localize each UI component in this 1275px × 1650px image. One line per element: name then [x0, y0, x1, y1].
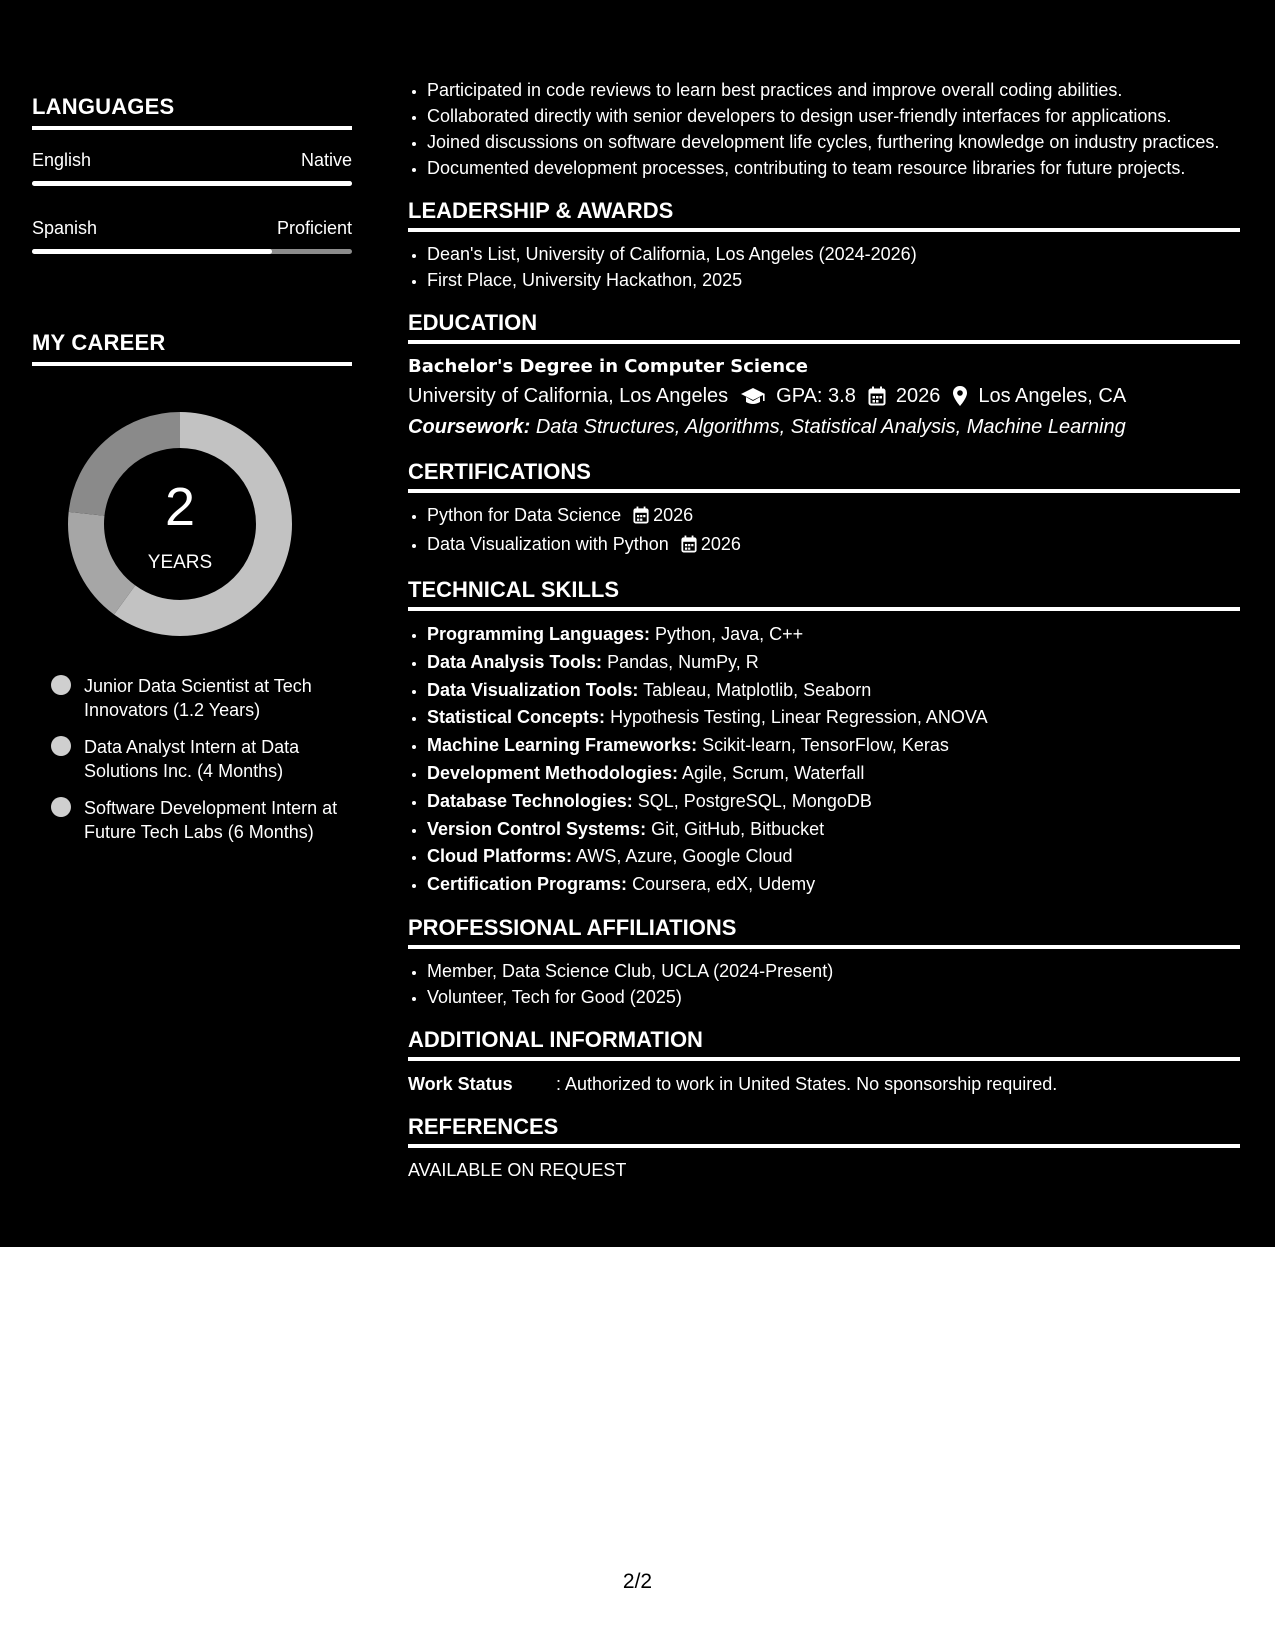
list-item: • Documented development processes, contributing to team resource libraries for future projects.	[427, 156, 1240, 181]
skill-label: Statistical Concepts:	[427, 707, 606, 728]
career-years-label: YEARS	[147, 552, 213, 573]
skills-section	[408, 577, 1240, 898]
skill-item	[427, 871, 1240, 898]
list-item: • Member, Data Science Club, UCLA (2024-Present)	[427, 959, 1240, 984]
list-item: • Collaborated directly with senior developers to design user-friendly interfaces for applications.	[427, 104, 1240, 129]
skill-value: Scikit-learn, TensorFlow, Keras	[702, 735, 949, 756]
bullet-dot-icon	[51, 675, 71, 695]
experience-bullets	[408, 78, 1240, 181]
skill-value: Git, GitHub, Bitbucket	[651, 818, 825, 839]
language-proficiency-fill	[32, 249, 272, 254]
list-item	[427, 503, 1240, 531]
skill-item	[427, 677, 1240, 704]
career-item	[51, 735, 341, 783]
career-total-years: 2	[164, 477, 196, 537]
section-heading: TECHNICAL SKILLS	[408, 577, 1240, 611]
language-level: Proficient	[276, 218, 352, 238]
certifications-section	[408, 459, 1240, 560]
education-section	[408, 310, 1240, 442]
location-pin-icon	[952, 385, 968, 407]
skill-value: Hypothesis Testing, Linear Regression, ANOVA	[610, 707, 988, 728]
section-heading: REFERENCES	[408, 1114, 1240, 1148]
section-heading: LEADERSHIP & AWARDS	[408, 198, 1240, 232]
skill-item	[427, 843, 1240, 870]
list-item	[427, 532, 1240, 560]
skill-value: AWS, Azure, Google Cloud	[576, 846, 793, 867]
skill-label: Database Technologies:	[427, 790, 633, 811]
skill-label: Data Analysis Tools:	[427, 651, 603, 672]
skill-label: Cloud Platforms:	[427, 846, 573, 867]
list-item: • Volunteer, Tech for Good (2025)	[427, 985, 1240, 1010]
language-item	[32, 218, 352, 254]
skill-value: SQL, PostgreSQL, MongoDB	[637, 790, 872, 811]
skill-value: Tableau, Matplotlib, Seaborn	[643, 679, 872, 700]
education-details	[408, 380, 1240, 412]
calendar-icon	[633, 506, 649, 531]
skill-label: Version Control Systems:	[427, 818, 647, 839]
graduation-cap-icon	[740, 386, 766, 406]
skill-item	[427, 649, 1240, 676]
references-text: AVAILABLE ON REQUEST	[408, 1159, 627, 1180]
graduation-year: 2026	[895, 385, 941, 407]
work-status-row	[408, 1071, 1240, 1097]
school-name: University of California, Los Angeles	[408, 385, 729, 407]
references-section	[408, 1114, 1240, 1182]
list-item: • First Place, University Hackathon, 2025	[427, 268, 1240, 293]
skill-item	[427, 788, 1240, 815]
skill-item	[427, 704, 1240, 731]
sidebar	[32, 94, 352, 857]
career-item-text: Software Development Intern at Future Tech Labs (6 Months)	[84, 798, 338, 842]
skill-value: Agile, Scrum, Waterfall	[682, 762, 865, 783]
section-heading: ADDITIONAL INFORMATION	[408, 1027, 1240, 1061]
skill-item	[427, 760, 1240, 787]
skill-item	[427, 732, 1240, 759]
skill-value: Coursera, edX, Udemy	[632, 874, 816, 895]
language-proficiency-bar	[32, 181, 352, 186]
bullet-dot-icon	[51, 797, 71, 817]
skill-label: Development Methodologies:	[427, 762, 679, 783]
section-heading: CERTIFICATIONS	[408, 459, 1240, 493]
language-proficiency-bar	[32, 249, 352, 254]
skill-value: Python, Java, C++	[655, 624, 804, 644]
languages-heading: LANGUAGES	[32, 94, 352, 130]
career-item	[51, 796, 341, 844]
degree-title: Bachelor's Degree in Computer Science	[408, 356, 808, 377]
skill-label: Programming Languages:	[427, 624, 651, 644]
work-status-label: Work Status	[408, 1073, 513, 1094]
language-item	[32, 150, 352, 186]
skill-label: Certification Programs:	[427, 874, 628, 895]
skill-item	[427, 621, 1240, 648]
bullet-dot-icon	[51, 736, 71, 756]
certification-year: 2026	[700, 534, 741, 554]
language-level: Native	[300, 150, 352, 170]
language-name: English	[32, 150, 92, 170]
calendar-icon	[868, 386, 886, 406]
coursework-label: Coursework:	[408, 416, 531, 438]
language-name: Spanish	[32, 218, 98, 238]
career-item-text: Junior Data Scientist at Tech Innovators (1.2 Years)	[84, 676, 312, 720]
coursework-text: Data Structures, Algorithms, Statistical Analysis, Machine Learning	[535, 416, 1126, 438]
list-item: • Dean's List, University of California, Los Angeles (2024-2026)	[427, 242, 1240, 267]
language-proficiency-fill	[32, 181, 352, 186]
affiliations-section	[408, 915, 1240, 1010]
career-item	[51, 674, 341, 722]
career-list	[51, 674, 341, 844]
work-status-value: : Authorized to work in United States. No sponsorship required.	[556, 1073, 1058, 1094]
additional-info-section	[408, 1027, 1240, 1097]
section-heading: EDUCATION	[408, 310, 1240, 344]
page-number: 2/2	[622, 1570, 653, 1593]
skill-label: Machine Learning Frameworks:	[427, 735, 698, 756]
skill-value: Pandas, NumPy, R	[607, 651, 759, 672]
section-heading: PROFESSIONAL AFFILIATIONS	[408, 915, 1240, 949]
certification-name: Python for Data Science	[427, 505, 622, 525]
location: Los Angeles, CA	[978, 385, 1127, 407]
skill-item	[427, 816, 1240, 843]
list-item: • Participated in code reviews to learn best practices and improve overall coding abilities.	[427, 78, 1240, 103]
leadership-section	[408, 198, 1240, 293]
gpa: GPA: 3.8	[776, 385, 856, 407]
main-content	[408, 78, 1240, 1182]
career-heading: MY CAREER	[32, 330, 352, 366]
career-item-text: Data Analyst Intern at Data Solutions Inc. (4 Months)	[84, 737, 300, 781]
calendar-icon	[681, 535, 697, 560]
skill-label: Data Visualization Tools:	[427, 679, 639, 700]
coursework	[408, 412, 1240, 442]
career-donut-chart	[66, 410, 294, 638]
list-item: • Joined discussions on software development life cycles, furthering knowledge on industry practices.	[427, 130, 1240, 155]
certification-name: Data Visualization with Python	[427, 534, 669, 554]
certification-year: 2026	[653, 505, 694, 525]
